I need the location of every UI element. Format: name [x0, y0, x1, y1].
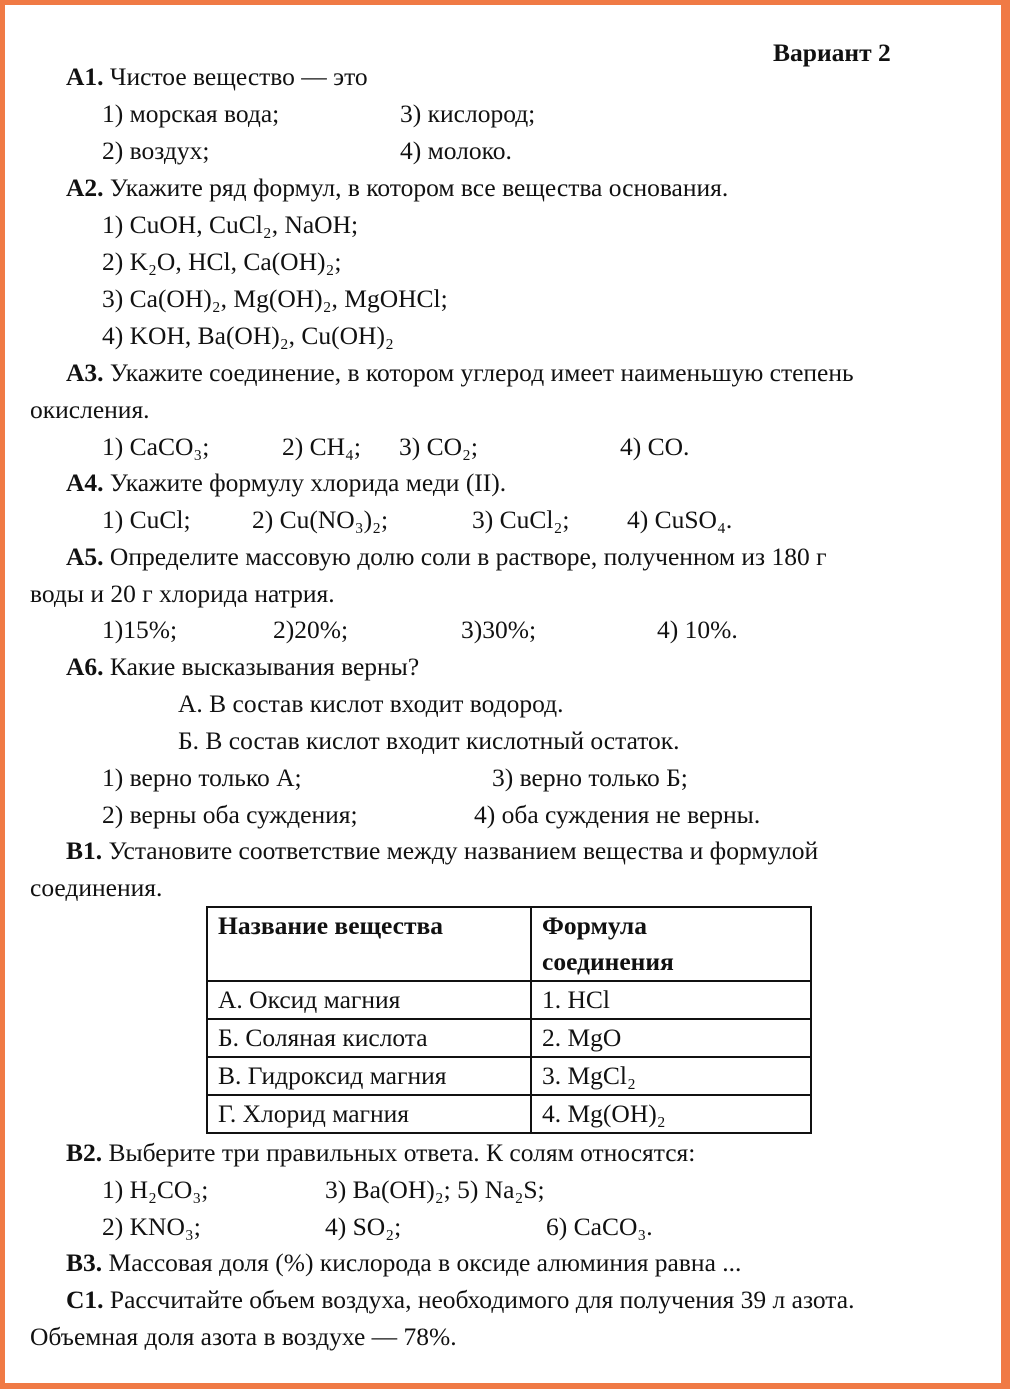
question-b2 — [66, 1138, 695, 1168]
option: 3) CuCl₂; — [472, 505, 570, 534]
question-text: Определите массовую долю соли в растворе, полученном из 180 г — [109, 542, 827, 571]
matching-table — [206, 906, 812, 1134]
table-cell: 2. MgO — [531, 1019, 811, 1057]
table-header-row — [207, 907, 811, 981]
option: 2)20%; — [273, 615, 349, 644]
table-cell: 1. HCl — [531, 981, 811, 1019]
table-row — [207, 1057, 811, 1095]
question-text: Установите соответствие между названием вещества и формулой — [108, 836, 819, 865]
table-cell: Б. Соляная кислота — [207, 1019, 531, 1057]
option: 3) верно только Б; — [492, 763, 688, 792]
option: 4) SO₂; — [325, 1212, 402, 1241]
question-a3 — [66, 358, 854, 388]
question-label: В1. — [66, 836, 103, 865]
option: 4) CuSO₄. — [627, 505, 733, 534]
option: 4) KOH, Ba(OH)₂, Cu(OH)₂ — [102, 321, 394, 350]
question-text-continued: Объемная доля азота в воздухе — 78%. — [30, 1322, 457, 1351]
question-text: Массовая доля (%) кислорода в оксиде алюминия равна ... — [108, 1248, 742, 1277]
option: 3) Ca(OH)₂, Mg(OH)₂, MgOHCl; — [102, 284, 448, 313]
option: 1) H₂CO₃; — [102, 1175, 209, 1204]
option: 1) CaCO₃; — [102, 432, 210, 461]
option: 3) кислород; — [400, 99, 536, 128]
table-row — [207, 981, 811, 1019]
question-b3 — [66, 1248, 741, 1278]
option: 1)15%; — [102, 615, 178, 644]
option: 3)30%; — [461, 615, 537, 644]
table-header-line: соединения — [542, 947, 674, 976]
table-header-line: Формула — [542, 911, 647, 940]
option: 2) K₂O, HCl, Ca(OH)₂; — [102, 247, 342, 276]
option: 1) CuOH, CuCl₂, NaOH; — [102, 210, 359, 239]
table-cell: 4. Mg(OH)₂ — [531, 1095, 811, 1133]
statement: Б. В состав кислот входит кислотный остаток. — [178, 726, 680, 755]
question-text: Укажите ряд формул, в котором все вещества основания. — [109, 173, 729, 202]
question-c1 — [66, 1285, 854, 1315]
question-a1 — [66, 62, 368, 92]
question-text-continued: окисления. — [30, 395, 150, 424]
table-cell: В. Гидроксид магния — [207, 1057, 531, 1095]
option: 4) 10%. — [657, 615, 738, 644]
option: 3) CO₂; — [399, 432, 479, 461]
question-label: А2. — [66, 173, 104, 202]
question-b1 — [66, 836, 818, 866]
question-label: А3. — [66, 358, 104, 387]
question-label: А4. — [66, 468, 104, 497]
question-text-continued: соединения. — [30, 873, 163, 902]
question-text: Выберите три правильных ответа. К солям относятся: — [108, 1138, 696, 1167]
statement: А. В состав кислот входит водород. — [178, 689, 564, 718]
option: 2) Cu(NO₃)₂; — [252, 505, 389, 534]
option: 4) молоко. — [400, 136, 512, 165]
table-cell: А. Оксид магния — [207, 981, 531, 1019]
question-a2 — [66, 173, 728, 203]
question-text: Укажите соединение, в котором углерод имеет наименьшую степень — [109, 358, 854, 387]
option: 2) KNO₃; — [102, 1212, 201, 1241]
question-label: В3. — [66, 1248, 103, 1277]
table-cell: Г. Хлорид магния — [207, 1095, 531, 1133]
question-a6 — [66, 652, 419, 682]
option: 6) CaCO₃. — [546, 1212, 653, 1241]
option: 1) верно только А; — [102, 763, 302, 792]
option: 4) оба суждения не верны. — [474, 800, 761, 829]
table-header — [531, 907, 811, 981]
question-text: Чистое вещество — это — [109, 62, 368, 91]
table-header: Название вещества — [207, 907, 531, 981]
question-label: С1. — [66, 1285, 104, 1314]
question-text: Рассчитайте объем воздуха, необходимого для получения 39 л азота. — [109, 1285, 855, 1314]
table-cell: 3. MgCl₂ — [531, 1057, 811, 1095]
question-label: А5. — [66, 542, 104, 571]
option: 4) CO. — [620, 432, 690, 461]
option: 2) воздух; — [102, 136, 210, 165]
variant-title: Вариант 2 — [773, 38, 891, 67]
table-row — [207, 1095, 811, 1133]
option: 1) морская вода; — [102, 99, 280, 128]
question-text-continued: воды и 20 г хлорида натрия. — [30, 579, 335, 608]
question-a5 — [66, 542, 827, 572]
option: 3) Ba(OH)₂; 5) Na₂S; — [325, 1175, 545, 1204]
table-row — [207, 1019, 811, 1057]
question-text: Укажите формулу хлорида меди (II). — [109, 468, 507, 497]
question-label: А1. — [66, 62, 104, 91]
question-label: В2. — [66, 1138, 103, 1167]
question-label: А6. — [66, 652, 104, 681]
option: 2) CH₄; — [282, 432, 362, 461]
question-a4 — [66, 468, 506, 498]
option: 1) CuCl; — [102, 505, 191, 534]
option: 2) верны оба суждения; — [102, 800, 358, 829]
question-text: Какие высказывания верны? — [109, 652, 420, 681]
